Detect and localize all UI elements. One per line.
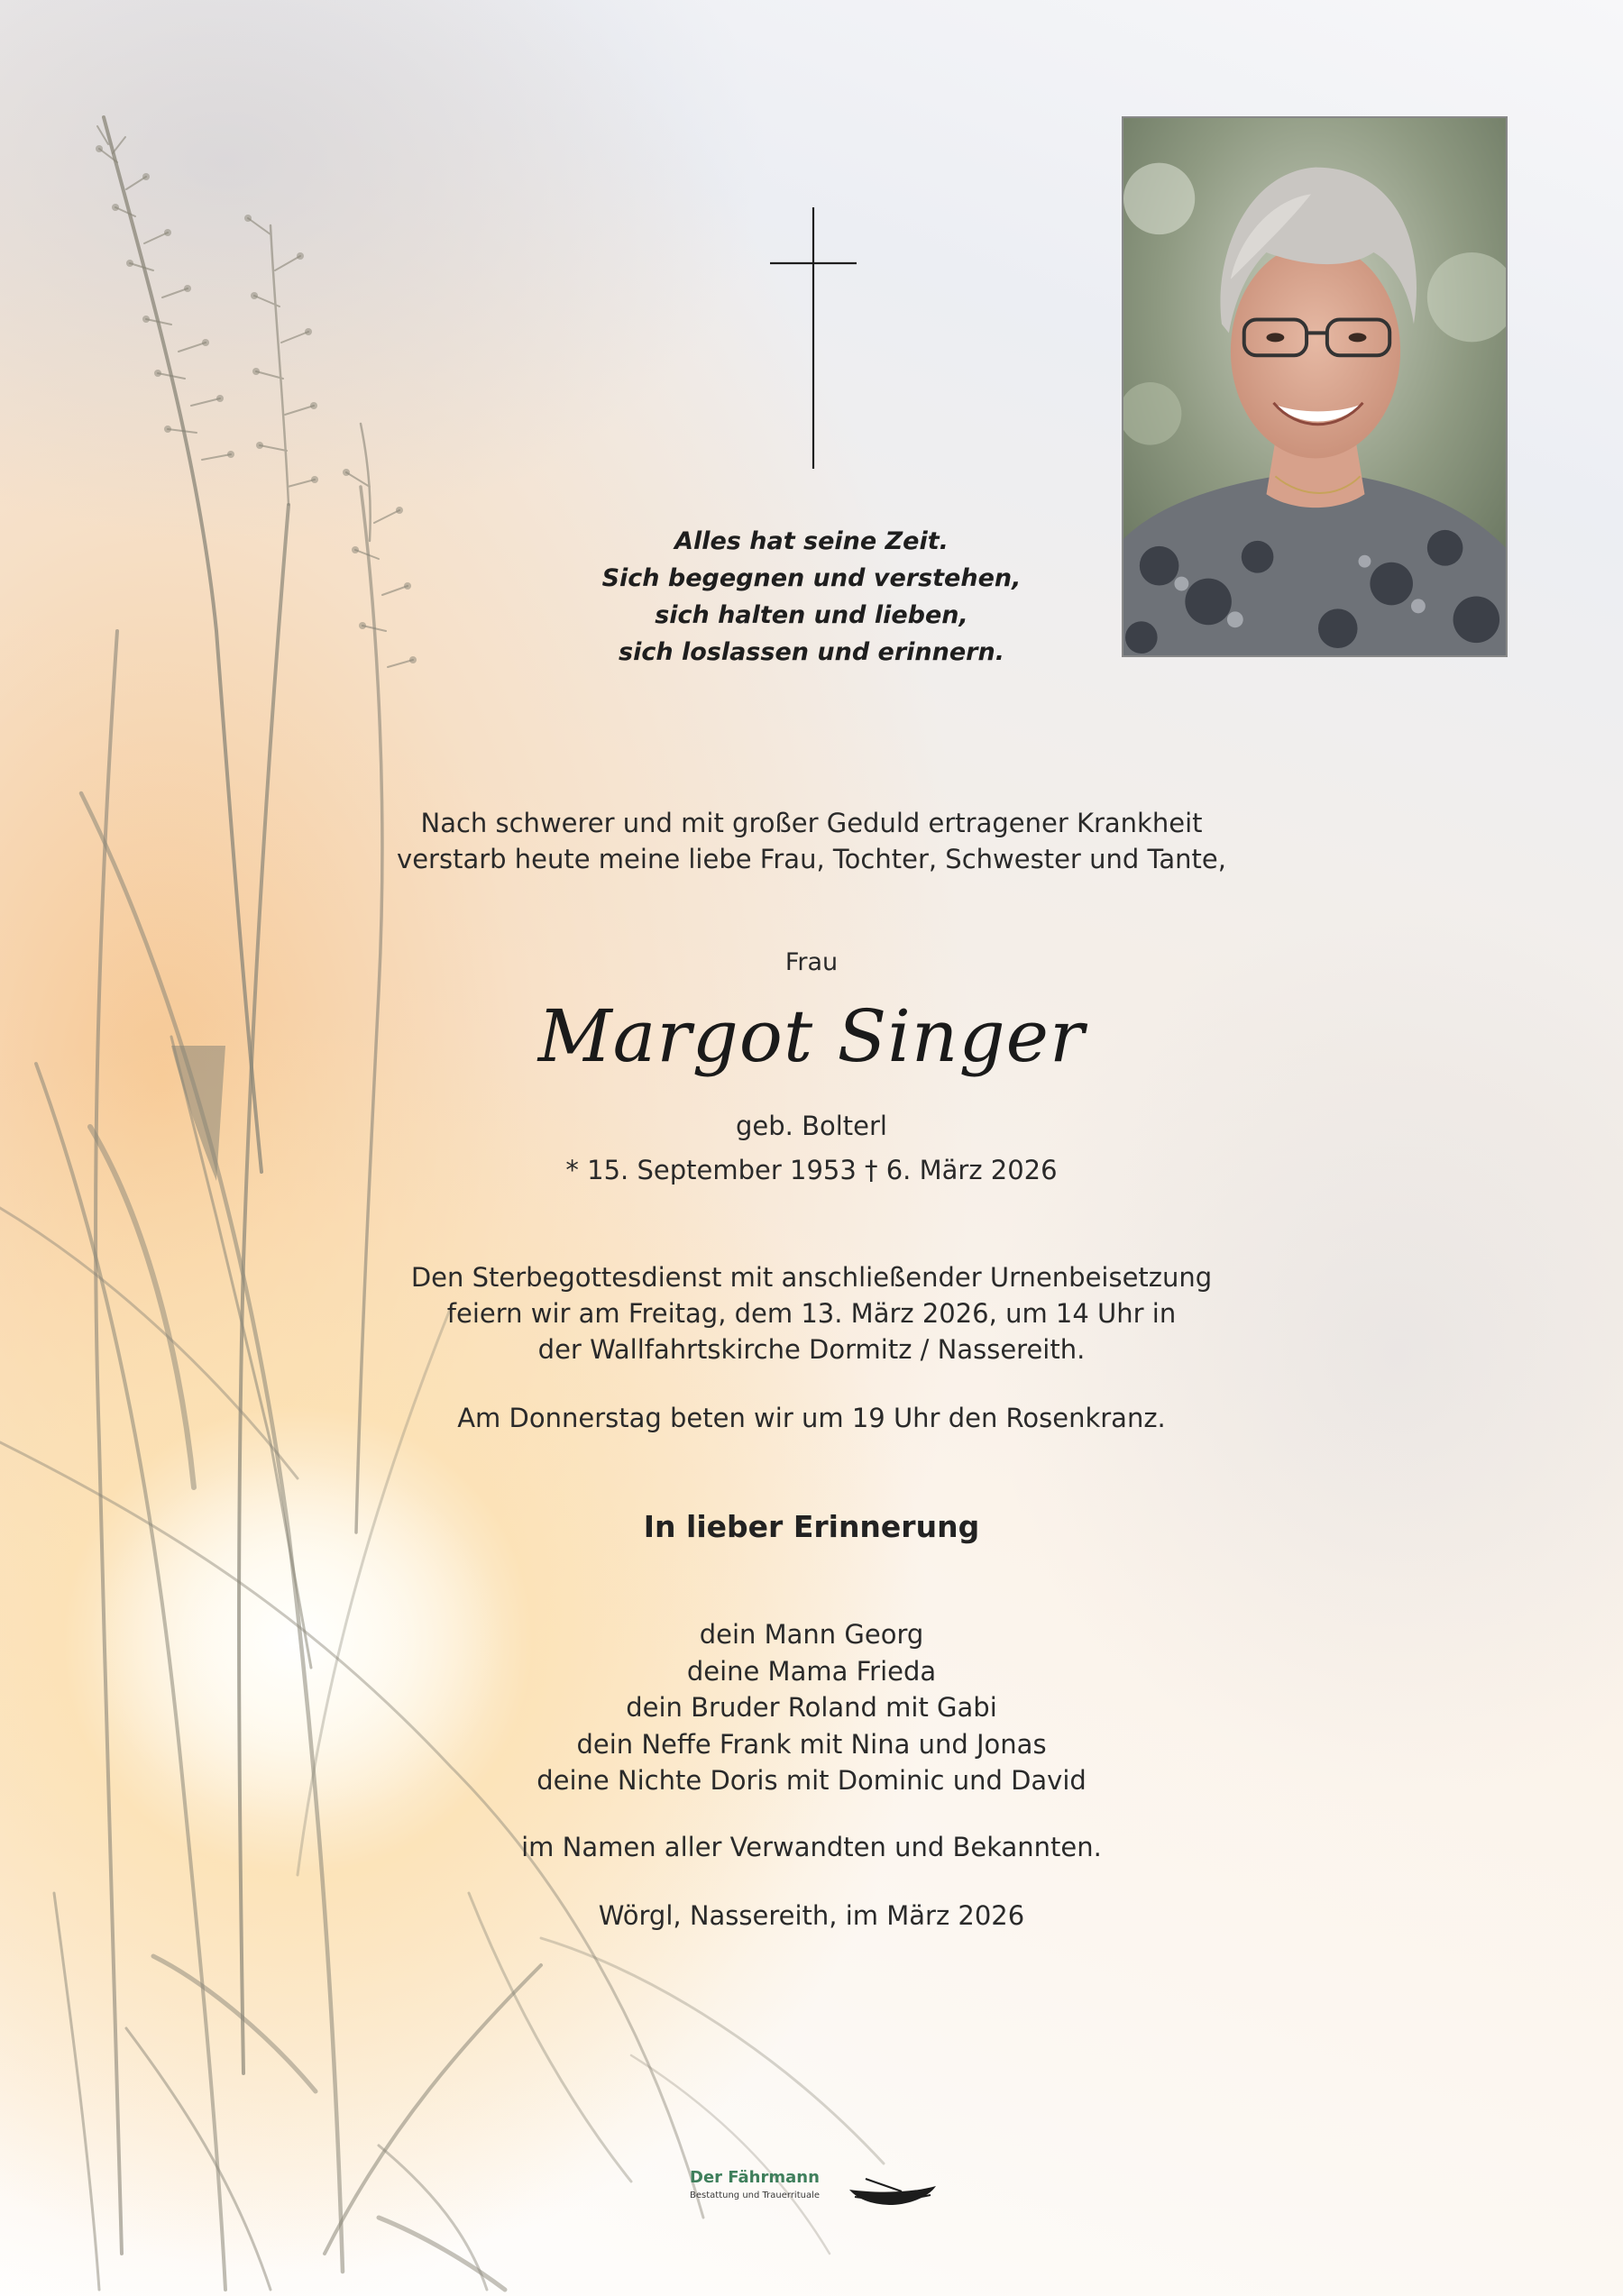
logo-tagline: Bestattung und Trauerrituale [690, 2191, 821, 2200]
quote-line: sich loslassen und erinnern. [619, 638, 1004, 666]
place-date: Wörgl, Nassereith, im März 2026 [598, 1900, 1025, 1931]
cross-icon [770, 207, 857, 469]
service-line: feiern wir am Freitag, dem 13. März 2026, um 14 Uhr in [446, 1298, 1177, 1329]
funeral-service-info [270, 1259, 1352, 1368]
quote-line: Alles hat seine Zeit. [674, 527, 949, 555]
family-member: dein Neffe Frank mit Nina und Jonas [576, 1728, 1047, 1760]
funeral-home-logo [690, 2168, 942, 2222]
death-announcement [270, 805, 1352, 877]
intro-line: Nach schwerer und mit großer Geduld ertragener Krankheit [420, 808, 1203, 838]
family-member: deine Mama Frieda [686, 1655, 937, 1687]
boat-icon [848, 2175, 938, 2208]
rosary-info: Am Donnerstag beten wir um 19 Uhr den Rosenkranz. [457, 1403, 1166, 1433]
family-member: dein Bruder Roland mit Gabi [626, 1692, 997, 1723]
family-member: deine Nichte Doris mit Dominic und David [536, 1765, 1087, 1796]
family-member: dein Mann Georg [699, 1619, 924, 1650]
intro-line: verstarb heute meine liebe Frau, Tochter, Schwester und Tante, [397, 844, 1226, 874]
service-line: Den Sterbegottesdienst mit anschließender Urnenbeisetzung [410, 1262, 1213, 1293]
deceased-name: Margot Singer [537, 994, 1086, 1078]
salutation: Frau [784, 948, 839, 976]
service-line: der Wallfahrtskirche Dormitz / Nassereith. [537, 1334, 1086, 1365]
birth-name: geb. Bolterl [736, 1111, 887, 1141]
quote-line: Sich begegnen und verstehen, [601, 564, 1022, 592]
quote-line: sich halten und lieben, [655, 601, 968, 629]
life-dates: * 15. September 1953 † 6. März 2026 [565, 1155, 1058, 1185]
memorial-quote [270, 523, 1352, 671]
memory-heading: In lieber Erinnerung [643, 1509, 980, 1544]
relatives-note: im Namen aller Verwandten und Bekannten. [521, 1832, 1102, 1862]
logo-name: Der Fährmann [690, 2168, 820, 2187]
family-list [270, 1616, 1352, 1799]
